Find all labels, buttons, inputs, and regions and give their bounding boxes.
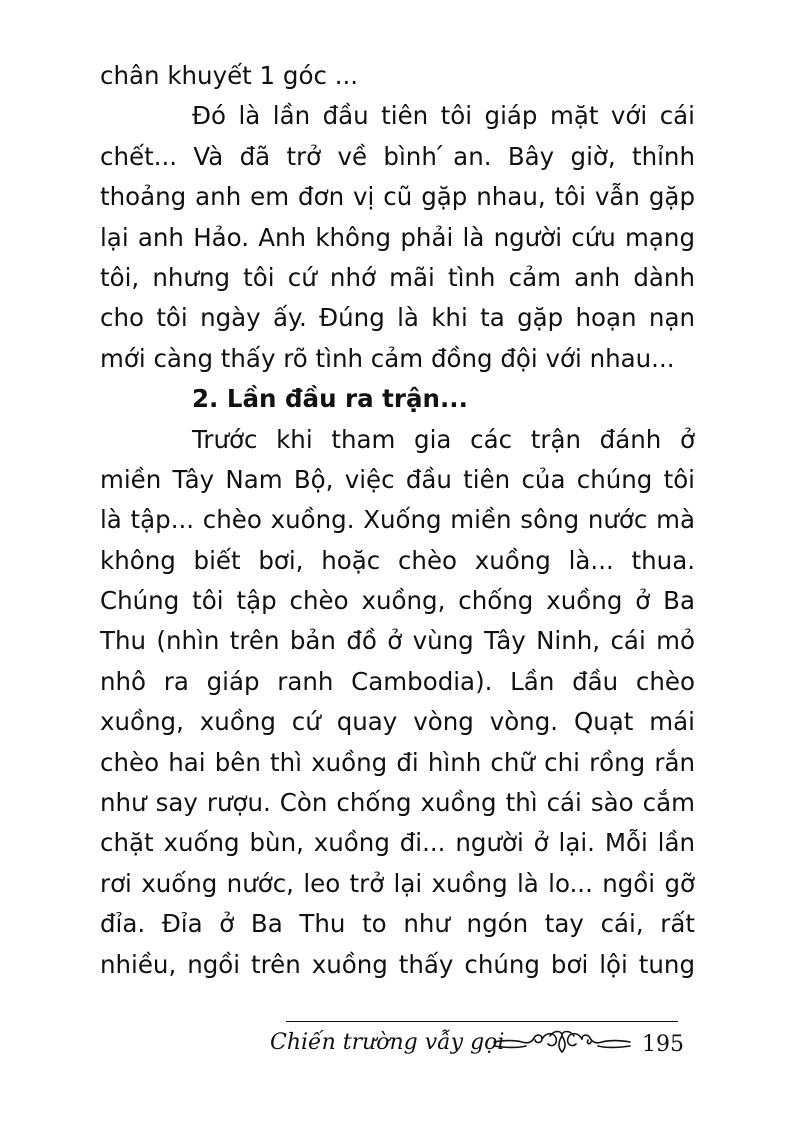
text-line: chèo hai bên thì xuồng đi hình chữ chi rồng rắn bbox=[100, 747, 695, 777]
text-line: là tập... chèo xuồng. Xuống miền sông nước mà bbox=[100, 505, 695, 535]
body-text bbox=[100, 56, 695, 985]
text-line: lại anh Hảo. Anh không phải là người cứu mạng bbox=[100, 222, 695, 252]
page-number: 195 bbox=[642, 1032, 684, 1057]
paragraph-start-line: Đó là lần đầu tiên tôi giáp mặt với cái bbox=[192, 101, 695, 131]
section-heading: 2. Lần đầu ra trận... bbox=[192, 384, 468, 414]
paragraph-start-line: Trước khi tham gia các trận đánh ở bbox=[192, 424, 695, 454]
text-line: Chúng tôi tập chèo xuồng, chống xuồng ở Ba bbox=[100, 586, 695, 616]
text-line: không biết bơi, hoặc chèo xuồng là... thua. bbox=[100, 545, 695, 575]
text-line: chặt xuống bùn, xuồng đi... người ở lại. Mỗi lần bbox=[100, 828, 695, 858]
text-line: chết... Và đã trở về bình ́an. Bây giờ, thỉnh bbox=[100, 141, 695, 171]
scroll-flourish-icon bbox=[492, 1028, 632, 1058]
text-line: đỉa. Đỉa ở Ba Thu to như ngón tay cái, rất bbox=[100, 909, 695, 939]
running-title: Chiến trường vẫy gọi bbox=[270, 1030, 505, 1055]
text-line: cho tôi ngày ấy. Đúng là khi ta gặp hoạn nạn bbox=[100, 303, 695, 333]
text-line: nhô ra giáp ranh Cambodia). Lần đầu chèo bbox=[100, 666, 695, 696]
text-line: Thu (nhìn trên bản đồ ở vùng Tây Ninh, cái mỏ bbox=[100, 626, 695, 656]
text-line: chân khuyết 1 góc ... bbox=[100, 61, 359, 90]
text-line: tôi, nhưng tôi cứ nhớ mãi tình cảm anh dành bbox=[100, 262, 695, 292]
text-line: rơi xuống nước, leo trở lại xuồng là lo... ngồi gỡ bbox=[100, 868, 695, 898]
text-line: như say rượu. Còn chống xuồng thì cái sào cắm bbox=[100, 788, 695, 818]
text-line: thoảng anh em đơn vị cũ gặp nhau, tôi vẫn gặp bbox=[100, 182, 695, 212]
paragraph-end-line: mới càng thấy rõ tình cảm đồng đội với nhau... bbox=[100, 343, 675, 373]
text-line: nhiều, ngồi trên xuồng thấy chúng bơi lội tung bbox=[100, 949, 695, 979]
text-line: miền Tây Nam Bộ, việc đầu tiên của chúng tôi bbox=[100, 464, 695, 494]
page-footer bbox=[270, 1022, 690, 1066]
text-line: xuồng, xuồng cứ quay vòng vòng. Quạt mái bbox=[100, 707, 695, 737]
